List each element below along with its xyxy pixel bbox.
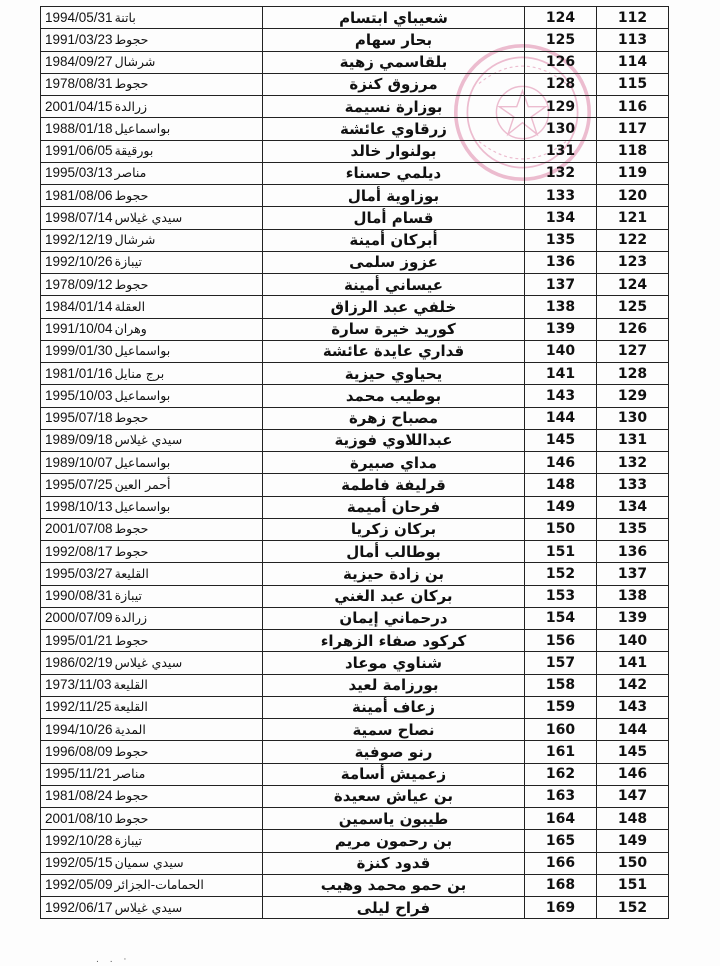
birth-date: 2001/04/15 [45, 98, 113, 114]
exam-number: 139 [525, 318, 597, 340]
birth-cell [41, 429, 263, 451]
exam-number: 144 [525, 407, 597, 429]
birth-cell [41, 7, 263, 29]
full-name: ديلمي حسناء [263, 162, 525, 184]
exam-number: 157 [525, 652, 597, 674]
birth-place: شرشال [114, 232, 156, 248]
table-row [41, 674, 669, 696]
row-number: 130 [597, 407, 669, 429]
birth-date: 1984/09/27 [45, 54, 113, 70]
row-number: 113 [597, 29, 669, 51]
full-name: زعميش أسامة [263, 763, 525, 785]
exam-number: 132 [525, 162, 597, 184]
exam-number: 137 [525, 274, 597, 296]
full-name: خلفي عبد الرزاق [263, 296, 525, 318]
birth-cell [41, 785, 263, 807]
birth-place: حجوط [114, 543, 149, 559]
row-number: 141 [597, 652, 669, 674]
row-number: 131 [597, 429, 669, 451]
birth-place: حجوط [114, 632, 149, 648]
birth-place: القليعة [113, 699, 148, 715]
table-row [41, 607, 669, 629]
birth-cell [41, 229, 263, 251]
full-name: بن زادة حيزية [263, 563, 525, 585]
exam-number: 135 [525, 229, 597, 251]
birth-date: 1988/01/18 [45, 120, 113, 136]
full-name: أبركان أمينة [263, 229, 525, 251]
birth-date: 1992/05/09 [45, 877, 113, 893]
row-number: 122 [597, 229, 669, 251]
birth-date: 1973/11/03 [45, 677, 112, 693]
full-name: بن حمو محمد وهيب [263, 874, 525, 896]
exam-number: 128 [525, 73, 597, 95]
exam-number: 166 [525, 852, 597, 874]
birth-cell [41, 719, 263, 741]
exam-number: 145 [525, 429, 597, 451]
full-name: بن رحمون مريم [263, 830, 525, 852]
birth-date: 2000/07/09 [45, 610, 113, 626]
full-name: بلقاسمي زهية [263, 51, 525, 73]
row-number: 118 [597, 140, 669, 162]
birth-place: سيدي سميان [114, 855, 184, 871]
birth-date: 1994/05/31 [45, 9, 113, 25]
row-number: 133 [597, 474, 669, 496]
birth-cell [41, 318, 263, 340]
birth-cell [41, 652, 263, 674]
row-number: 127 [597, 340, 669, 362]
birth-place: سيدي غيلاس [114, 654, 183, 670]
birth-cell [41, 808, 263, 830]
full-name: درحماني إيمان [263, 607, 525, 629]
full-name: فراح ليلى [263, 897, 525, 919]
full-name: بن عياش سعيدة [263, 785, 525, 807]
full-name: مصباح زهرة [263, 407, 525, 429]
birth-place: حجوط [114, 276, 149, 292]
table-row [41, 140, 669, 162]
exam-number: 156 [525, 630, 597, 652]
candidates-table [40, 6, 669, 919]
row-number: 120 [597, 185, 669, 207]
birth-place: المدية [114, 721, 146, 737]
table-row [41, 73, 669, 95]
birth-place: سيدي غيلاس [114, 432, 183, 448]
row-number: 151 [597, 874, 669, 896]
birth-cell [41, 185, 263, 207]
table-row [41, 29, 669, 51]
full-name: عزوز سلمى [263, 251, 525, 273]
birth-date: 1991/03/23 [45, 31, 113, 47]
full-name: بوطيب محمد [263, 385, 525, 407]
exam-number: 151 [525, 541, 597, 563]
full-name: قداري عايدة عائشة [263, 340, 525, 362]
table-row [41, 207, 669, 229]
table-row [41, 518, 669, 540]
exam-number: 143 [525, 385, 597, 407]
birth-cell [41, 118, 263, 140]
table-row [41, 897, 669, 919]
full-name: بولنوار خالد [263, 140, 525, 162]
table-row [41, 385, 669, 407]
birth-cell [41, 51, 263, 73]
table-row [41, 51, 669, 73]
exam-number: 140 [525, 340, 597, 362]
table-row [41, 340, 669, 362]
exam-number: 129 [525, 96, 597, 118]
birth-cell [41, 874, 263, 896]
table-row [41, 830, 669, 852]
birth-cell [41, 741, 263, 763]
birth-date: 1992/05/15 [45, 855, 113, 871]
exam-number: 148 [525, 474, 597, 496]
birth-cell [41, 763, 263, 785]
birth-cell [41, 73, 263, 95]
row-number: 146 [597, 763, 669, 785]
birth-date: 1989/09/18 [45, 432, 113, 448]
birth-place: مناصر [113, 766, 146, 782]
table-row [41, 563, 669, 585]
exam-number: 164 [525, 808, 597, 830]
full-name: عيساني أمينة [263, 274, 525, 296]
table-row [41, 363, 669, 385]
birth-date: 1998/07/14 [45, 209, 113, 225]
birth-place: باتنة [114, 9, 136, 25]
exam-number: 169 [525, 897, 597, 919]
full-name: يحياوي حيزية [263, 363, 525, 385]
full-name: مداي صبيرة [263, 452, 525, 474]
birth-place: القليعة [113, 677, 148, 693]
table-row [41, 452, 669, 474]
exam-number: 131 [525, 140, 597, 162]
row-number: 117 [597, 118, 669, 140]
full-name: زرقاوي عائشة [263, 118, 525, 140]
birth-cell [41, 251, 263, 273]
birth-place: بواسماعيل [114, 343, 171, 359]
birth-place: شرشال [114, 54, 156, 70]
row-number: 140 [597, 630, 669, 652]
table-row [41, 474, 669, 496]
table-row [41, 274, 669, 296]
exam-number: 161 [525, 741, 597, 763]
table-row [41, 496, 669, 518]
row-number: 149 [597, 830, 669, 852]
birth-date: 1995/01/21 [45, 632, 113, 648]
birth-date: 1990/08/31 [45, 588, 113, 604]
exam-number: 160 [525, 719, 597, 741]
full-name: كركود صفاء الزهراء [263, 630, 525, 652]
row-number: 114 [597, 51, 669, 73]
row-number: 150 [597, 852, 669, 874]
exam-number: 168 [525, 874, 597, 896]
exam-number: 158 [525, 674, 597, 696]
birth-date: 1999/01/30 [45, 343, 113, 359]
table-row [41, 296, 669, 318]
birth-cell [41, 674, 263, 696]
row-number: 121 [597, 207, 669, 229]
birth-date: 1992/08/17 [45, 543, 113, 559]
row-number: 119 [597, 162, 669, 184]
birth-place: سيدي غيلاس [114, 899, 183, 915]
exam-number: 130 [525, 118, 597, 140]
full-name: بوطالب أمال [263, 541, 525, 563]
row-number: 128 [597, 363, 669, 385]
exam-number: 163 [525, 785, 597, 807]
exam-number: 133 [525, 185, 597, 207]
birth-place: حجوط [114, 743, 149, 759]
row-number: 126 [597, 318, 669, 340]
birth-date: 1986/02/19 [45, 654, 113, 670]
table-row [41, 185, 669, 207]
birth-cell [41, 296, 263, 318]
full-name: كوريد خيرة سارة [263, 318, 525, 340]
table-row [41, 318, 669, 340]
birth-cell [41, 563, 263, 585]
birth-date: 1981/08/24 [45, 788, 113, 804]
birth-cell [41, 830, 263, 852]
birth-place: بورقيقة [114, 143, 154, 159]
table-row [41, 407, 669, 429]
birth-cell [41, 518, 263, 540]
birth-date: 1995/03/27 [45, 565, 113, 581]
birth-place: تيبازة [114, 832, 142, 848]
birth-place: القليعة [114, 565, 149, 581]
birth-date: 1996/08/09 [45, 743, 113, 759]
birth-date: 1992/10/26 [45, 254, 113, 270]
row-number: 138 [597, 585, 669, 607]
exam-number: 162 [525, 763, 597, 785]
full-name: مرزوق كنزة [263, 73, 525, 95]
table-row [41, 429, 669, 451]
birth-date: 1992/06/17 [45, 899, 113, 915]
birth-date: 1995/07/18 [45, 410, 113, 426]
full-name: طيبون ياسمين [263, 808, 525, 830]
row-number: 112 [597, 7, 669, 29]
birth-place: حجوط [114, 31, 149, 47]
birth-date: 1981/08/06 [45, 187, 113, 203]
full-name: قدود كنزة [263, 852, 525, 874]
stray-marks: . . · [96, 955, 131, 965]
birth-place: حجوط [114, 187, 149, 203]
birth-date: 2001/08/10 [45, 810, 113, 826]
birth-place: بواسماعيل [114, 120, 171, 136]
candidates-table-body [41, 7, 669, 919]
row-number: 148 [597, 808, 669, 830]
birth-cell [41, 474, 263, 496]
birth-place: الحمامات-الجزائر [114, 877, 204, 893]
row-number: 125 [597, 296, 669, 318]
full-name: بورزامة لعيد [263, 674, 525, 696]
full-name: عبداللاوي فوزية [263, 429, 525, 451]
birth-date: 1995/11/21 [45, 766, 112, 782]
birth-cell [41, 496, 263, 518]
full-name: شناوي موعاد [263, 652, 525, 674]
row-number: 116 [597, 96, 669, 118]
birth-cell [41, 585, 263, 607]
birth-date: 1995/07/25 [45, 476, 113, 492]
birth-date: 1992/11/25 [45, 699, 112, 715]
table-row [41, 696, 669, 718]
birth-date: 1989/10/07 [45, 454, 113, 470]
exam-number: 134 [525, 207, 597, 229]
exam-number: 149 [525, 496, 597, 518]
birth-date: 2001/07/08 [45, 521, 113, 537]
birth-date: 1984/01/14 [45, 298, 113, 314]
birth-cell [41, 140, 263, 162]
table-row [41, 229, 669, 251]
table-row [41, 162, 669, 184]
birth-place: بواسماعيل [114, 454, 171, 470]
full-name: شعيباي ابتسام [263, 7, 525, 29]
birth-date: 1991/06/05 [45, 143, 113, 159]
birth-place: حجوط [114, 410, 149, 426]
birth-place: تيبازة [114, 254, 142, 270]
birth-place: حجوط [114, 521, 149, 537]
birth-cell [41, 363, 263, 385]
birth-cell [41, 96, 263, 118]
exam-number: 136 [525, 251, 597, 273]
birth-cell [41, 607, 263, 629]
row-number: 135 [597, 518, 669, 540]
table-row [41, 785, 669, 807]
full-name: بوزاوية أمال [263, 185, 525, 207]
exam-number: 153 [525, 585, 597, 607]
row-number: 132 [597, 452, 669, 474]
full-name: بركان زكريا [263, 518, 525, 540]
birth-date: 1994/10/26 [45, 721, 113, 737]
full-name: فرحان أميمة [263, 496, 525, 518]
exam-number: 165 [525, 830, 597, 852]
birth-date: 1992/12/19 [45, 232, 113, 248]
birth-cell [41, 541, 263, 563]
row-number: 115 [597, 73, 669, 95]
birth-date: 1978/08/31 [45, 76, 113, 92]
row-number: 147 [597, 785, 669, 807]
birth-date: 1981/01/16 [45, 365, 113, 381]
row-number: 123 [597, 251, 669, 273]
full-name: نصاح سمية [263, 719, 525, 741]
table-row [41, 719, 669, 741]
birth-place: حجوط [114, 810, 149, 826]
table-row [41, 808, 669, 830]
full-name: رنو صوفية [263, 741, 525, 763]
row-number: 137 [597, 563, 669, 585]
birth-cell [41, 340, 263, 362]
row-number: 143 [597, 696, 669, 718]
table-row [41, 652, 669, 674]
birth-date: 1992/10/28 [45, 832, 113, 848]
row-number: 139 [597, 607, 669, 629]
table-row [41, 118, 669, 140]
birth-place: مناصر [114, 165, 147, 181]
row-number: 129 [597, 385, 669, 407]
full-name: زعاف أمينة [263, 696, 525, 718]
birth-cell [41, 29, 263, 51]
birth-cell [41, 274, 263, 296]
birth-place: سيدي غيلاس [114, 209, 183, 225]
birth-date: 1995/03/13 [45, 165, 113, 181]
birth-cell [41, 630, 263, 652]
row-number: 142 [597, 674, 669, 696]
table-row [41, 763, 669, 785]
full-name: بحار سهام [263, 29, 525, 51]
table-row [41, 630, 669, 652]
birth-date: 1978/09/12 [45, 276, 113, 292]
table-row [41, 251, 669, 273]
row-number: 134 [597, 496, 669, 518]
birth-cell [41, 162, 263, 184]
exam-number: 150 [525, 518, 597, 540]
row-number: 136 [597, 541, 669, 563]
birth-date: 1995/10/03 [45, 387, 113, 403]
exam-number: 146 [525, 452, 597, 474]
birth-cell [41, 852, 263, 874]
full-name: بركان عبد الغني [263, 585, 525, 607]
birth-place: حجوط [114, 788, 149, 804]
table-row [41, 741, 669, 763]
birth-date: 1991/10/04 [45, 321, 113, 337]
birth-cell [41, 207, 263, 229]
birth-cell [41, 897, 263, 919]
birth-place: زرالدة [114, 98, 148, 114]
exam-number: 125 [525, 29, 597, 51]
birth-place: بواسماعيل [114, 499, 171, 515]
exam-number: 138 [525, 296, 597, 318]
birth-place: زرالدة [114, 610, 148, 626]
birth-place: بواسماعيل [114, 387, 171, 403]
row-number: 152 [597, 897, 669, 919]
birth-place: حجوط [114, 76, 149, 92]
birth-place: العقلة [114, 298, 146, 314]
exam-number: 159 [525, 696, 597, 718]
birth-place: وهران [114, 321, 147, 337]
birth-place: أحمر العين [114, 476, 171, 492]
table-row [41, 7, 669, 29]
birth-cell [41, 407, 263, 429]
birth-cell [41, 385, 263, 407]
table-row [41, 874, 669, 896]
exam-number: 141 [525, 363, 597, 385]
birth-cell [41, 696, 263, 718]
full-name: قسام أمال [263, 207, 525, 229]
row-number: 145 [597, 741, 669, 763]
table-row [41, 96, 669, 118]
table-row [41, 852, 669, 874]
row-number: 144 [597, 719, 669, 741]
full-name: بوزارة نسيمة [263, 96, 525, 118]
exam-number: 124 [525, 7, 597, 29]
table-row [41, 541, 669, 563]
birth-place: برج منايل [114, 365, 165, 381]
exam-number: 126 [525, 51, 597, 73]
exam-number: 154 [525, 607, 597, 629]
birth-place: تيبازة [114, 588, 142, 604]
birth-cell [41, 452, 263, 474]
full-name: قرليفة فاطمة [263, 474, 525, 496]
exam-number: 152 [525, 563, 597, 585]
row-number: 124 [597, 274, 669, 296]
birth-date: 1998/10/13 [45, 499, 113, 515]
table-row [41, 585, 669, 607]
